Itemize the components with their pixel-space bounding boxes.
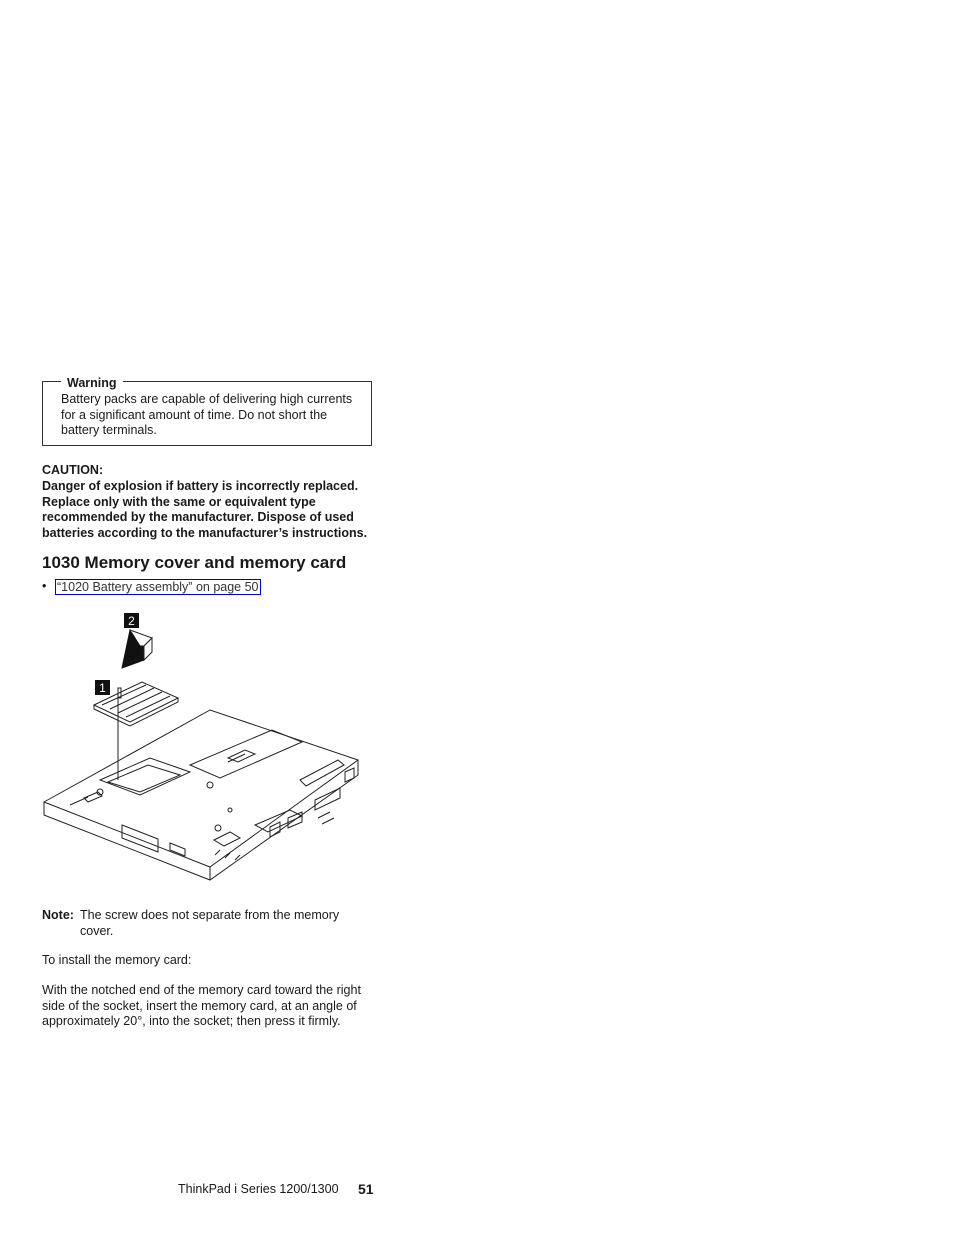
callout-1: 1 xyxy=(99,681,106,695)
battery-assembly-link[interactable]: “1020 Battery assembly” on page 50 xyxy=(57,580,259,594)
callout-2: 2 xyxy=(128,614,135,628)
install-intro: To install the memory card: xyxy=(42,953,192,967)
page-number: 51 xyxy=(358,1181,374,1197)
note-text: The screw does not separate from the memory cover. xyxy=(80,908,340,938)
warning-text: Battery packs are capable of delivering high currents for a significant amount of time. Do not short the battery terminals. xyxy=(61,392,353,437)
caution-title: CAUTION: xyxy=(42,463,104,477)
memory-cover-illustration xyxy=(40,610,365,890)
list-bullet: • xyxy=(42,579,47,593)
warning-label: Warning xyxy=(61,376,123,390)
note-label: Note: xyxy=(42,908,74,922)
caution-text: Danger of explosion if battery is incorrectly replaced. Replace only with the same or equivalent type recommended by the manufacturer. Dispose of used batteries according to the manufacturer’s instructions. xyxy=(42,479,368,540)
footer-title: ThinkPad i Series 1200/1300 xyxy=(178,1182,339,1196)
install-text: With the notched end of the memory card toward the right side of the socket, insert the memory card, at an angle of approximately 20°, into the socket; then press it firmly. xyxy=(42,983,361,1028)
section-title: 1030 Memory cover and memory card xyxy=(42,553,347,572)
